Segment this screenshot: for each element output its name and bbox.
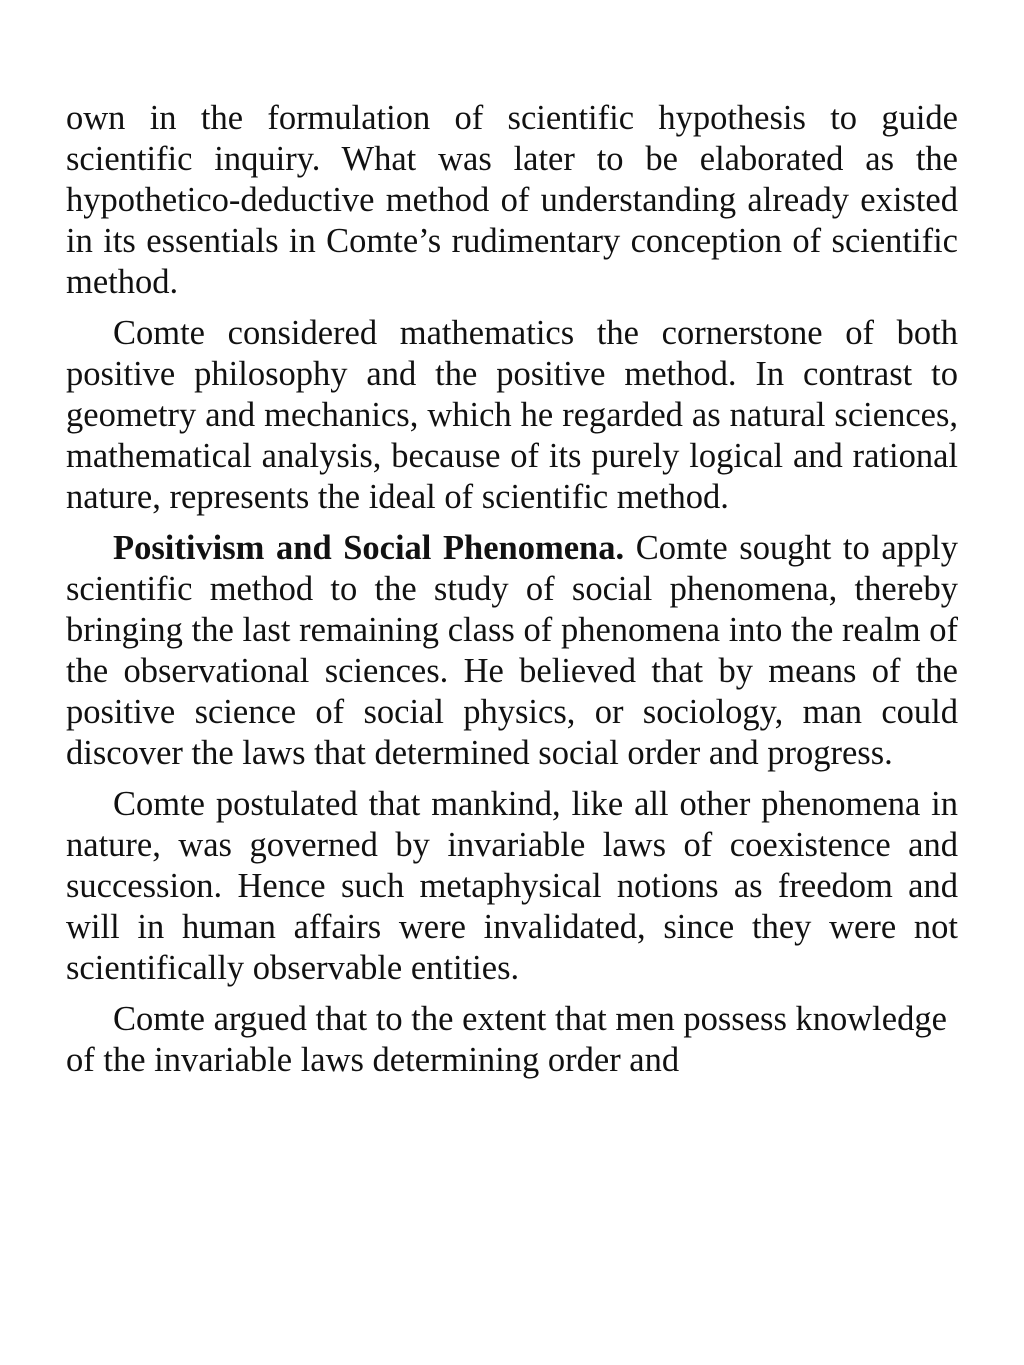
paragraph-text: Comte postulated that mankind, like all other phenomena in nature, was governed by invariable laws of coexistence and succession. Hence such metaphysical notions as freedom and will in human affairs were invalidated, since they were not scientifically observable entities. — [66, 785, 958, 987]
paragraph-social-phenomena — [66, 528, 958, 774]
section-heading: Positivism and Social Phenomena. — [113, 529, 625, 567]
paragraph-continuation — [66, 98, 958, 303]
paragraph-invariable-laws — [66, 784, 958, 989]
paragraph-mathematics — [66, 313, 958, 518]
document-page — [66, 98, 958, 1091]
paragraph-text: own in the formulation of scientific hypothesis to guide scientific inquiry. What was later to be elaborated as the hypothetico-deductive method of understanding already existed in its essentials in Comte’s rudimentary conception of scientific method. — [66, 99, 958, 301]
paragraph-text: Comte sought to apply scientific method to the study of social phenomena, thereby bringing the last remaining class of phenomena into the realm of the observational sciences. He believed that by means of the positive science of social physics, or sociology, man could discover the laws that determined social order and progress. — [66, 529, 958, 772]
paragraph-knowledge — [66, 999, 958, 1081]
paragraph-text: Comte considered mathematics the cornerstone of both positive philosophy and the positive method. In contrast to geometry and mechanics, which he regarded as natural sciences, mathematical analysis, because of its purely logical and rational nature, represents the ideal of scientific method. — [66, 314, 958, 516]
paragraph-text: Comte argued that to the extent that men possess knowledge of the invariable laws determining order and — [66, 1000, 947, 1079]
